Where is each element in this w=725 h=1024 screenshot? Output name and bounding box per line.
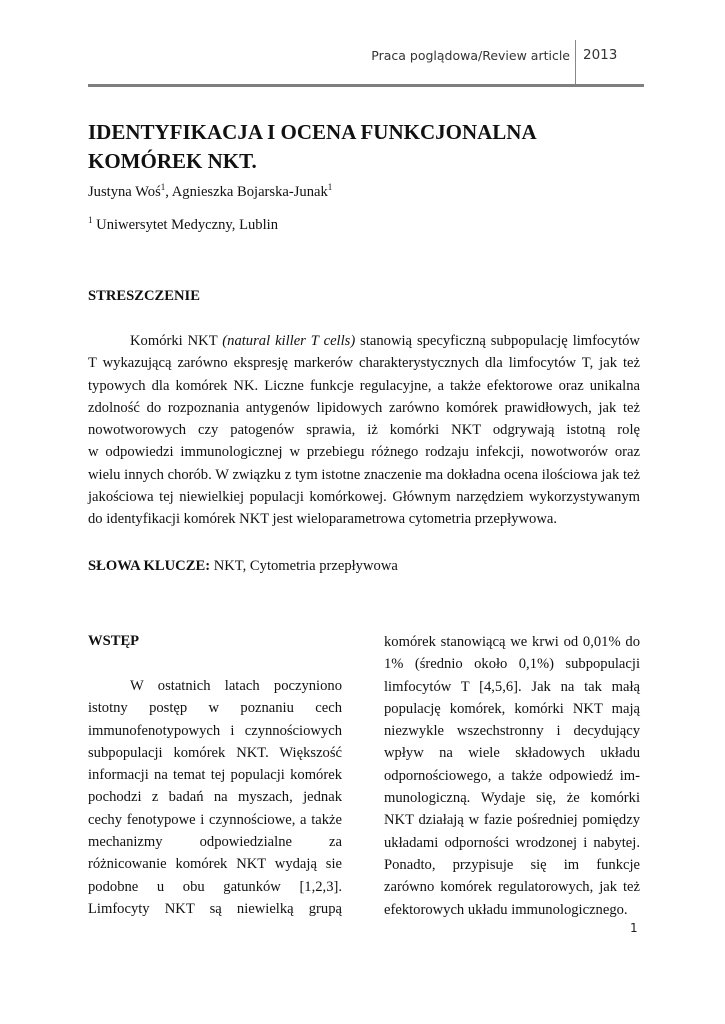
left-column-line: Limfocyty NKT są niewielką grupą xyxy=(88,900,342,917)
intro-heading: WSTĘP xyxy=(88,633,140,649)
keywords xyxy=(88,558,398,575)
abstract-line: typowych dla komórek NK. Liczne funkcje regulacyjne, a także efektorowe oraz unikalna xyxy=(88,377,640,394)
paper-title xyxy=(88,118,648,176)
abstract-body xyxy=(88,330,640,531)
right-column-line: 1% (średnio około 0,1%) subpopulacji xyxy=(384,656,640,673)
abstract-line: do identyfikacji komórek NKT jest wieloparametrowa cytometria przepływowa. xyxy=(88,511,558,528)
left-column-line: istotny postęp w poznaniu cech xyxy=(88,700,342,717)
abstract-line: wielu innych chorób. W związku z tym istotne znaczenie ma dokładna ocena ilościowa jak też xyxy=(88,466,640,483)
publication-year: 2013 xyxy=(583,47,618,63)
left-column-line: podobne u obu gatunków [1,2,3]. xyxy=(88,878,342,895)
page-number: 1 xyxy=(630,921,638,935)
abstract-line: jakościowa tej niewielkiej populacji komórkowej. Głównym narzędziem wykorzystywanym xyxy=(88,489,640,506)
intro-right-column xyxy=(384,631,640,921)
abstract-line: nowotworowych czy patogenów sprawia, iż komórki NKT odgrywają istotną rolę xyxy=(88,422,640,439)
left-column-line: różnicowanie komórek NKT wydają sie xyxy=(88,856,342,873)
right-column-line: komórek stanowiącą we krwi od 0,01% do xyxy=(384,634,640,650)
affiliation xyxy=(88,217,278,234)
left-column-line: mechanizmy odpowiedzialne za xyxy=(88,834,342,851)
abstract-line-1-pre: Komórki NKT xyxy=(130,333,223,349)
right-column-line: zarówno komórek regulatorowych, jak też xyxy=(384,879,640,896)
abstract-line xyxy=(88,330,640,352)
left-column-line: W ostatnich latach poczyniono xyxy=(130,678,342,694)
right-column-line: efektorowych układu immunologicznego. xyxy=(384,901,628,918)
keywords-text: NKT, Cytometria przepływowa xyxy=(210,558,398,574)
abstract-line: zdolność do rozpoznania antygenów lipidowych zarówno komórek prawidłowych, jak też xyxy=(88,399,640,416)
title-line-2: KOMÓREK NKT. xyxy=(88,149,257,173)
right-column-line: NKT działają w fazie pośredniej pomiędzy xyxy=(384,812,640,829)
header-rule xyxy=(88,84,644,87)
author-2: Agnieszka Bojarska-Junak xyxy=(171,184,328,200)
left-column-line: informacji na temat tej populacji komórek xyxy=(88,767,342,784)
affiliation-mark: 1 xyxy=(88,215,93,226)
right-column-line: Ponadto, przypisuje się im funkcje xyxy=(384,856,640,873)
author-1: Justyna Woś xyxy=(88,184,161,200)
author-1-affiliation-mark: 1 xyxy=(160,182,166,193)
abstract-heading: STRESZCZENIE xyxy=(88,288,200,304)
header-divider xyxy=(575,40,576,84)
author-list xyxy=(88,184,332,201)
left-column-line: cechy fenotypowe i czynnościowe, a także xyxy=(88,811,342,828)
article-type-label: Praca poglądowa/Review article xyxy=(371,48,570,63)
left-column-line: immunofenotypowych i czynnościowych xyxy=(88,722,342,739)
author-separator: , xyxy=(165,184,172,200)
author-2-affiliation-mark: 1 xyxy=(327,182,333,193)
right-column-line: wpływ na wiele składowych układu xyxy=(384,745,640,762)
right-column-line: populację komórek, komórki NKT mają xyxy=(384,700,640,717)
abstract-line: w odpowiedzi immunologicznej w przebiegu różnego rodzaju infekcji, nowotworów oraz xyxy=(88,444,640,461)
intro-left-column xyxy=(88,675,342,920)
keywords-label: SŁOWA KLUCZE: xyxy=(88,558,211,574)
abstract-line: T wykazującą zarówno ekspresję markerów charakterystycznych dla limfocytów T, jak też xyxy=(88,355,640,372)
left-column-line: pochodzi z badań na myszach, jednak xyxy=(88,789,342,806)
title-line-1: IDENTYFIKACJA I OCENA FUNKCJONALNA xyxy=(88,120,537,144)
right-column-line: odpornościowego, a także odpowiedź im- xyxy=(384,767,640,784)
affiliation-text: Uniwersytet Medyczny, Lublin xyxy=(92,217,278,233)
abstract-line-1-italic: (natural killer T cells) xyxy=(222,333,356,349)
right-column-line: munologiczną. Wydaje się, że komórki xyxy=(384,790,640,807)
right-column-line: niezwykle wszechstronny i decydujący xyxy=(384,723,640,740)
right-column-line: limfocytów T [4,5,6]. Jak na tak małą xyxy=(384,678,640,695)
right-column-line: układami odporności wrodzonej i nabytej. xyxy=(384,834,640,851)
abstract-line-1-post: stanowią specyficzną subpopulację limfocytów xyxy=(355,333,640,349)
left-column-line: subpopulacji komórek NKT. Większość xyxy=(88,744,342,761)
